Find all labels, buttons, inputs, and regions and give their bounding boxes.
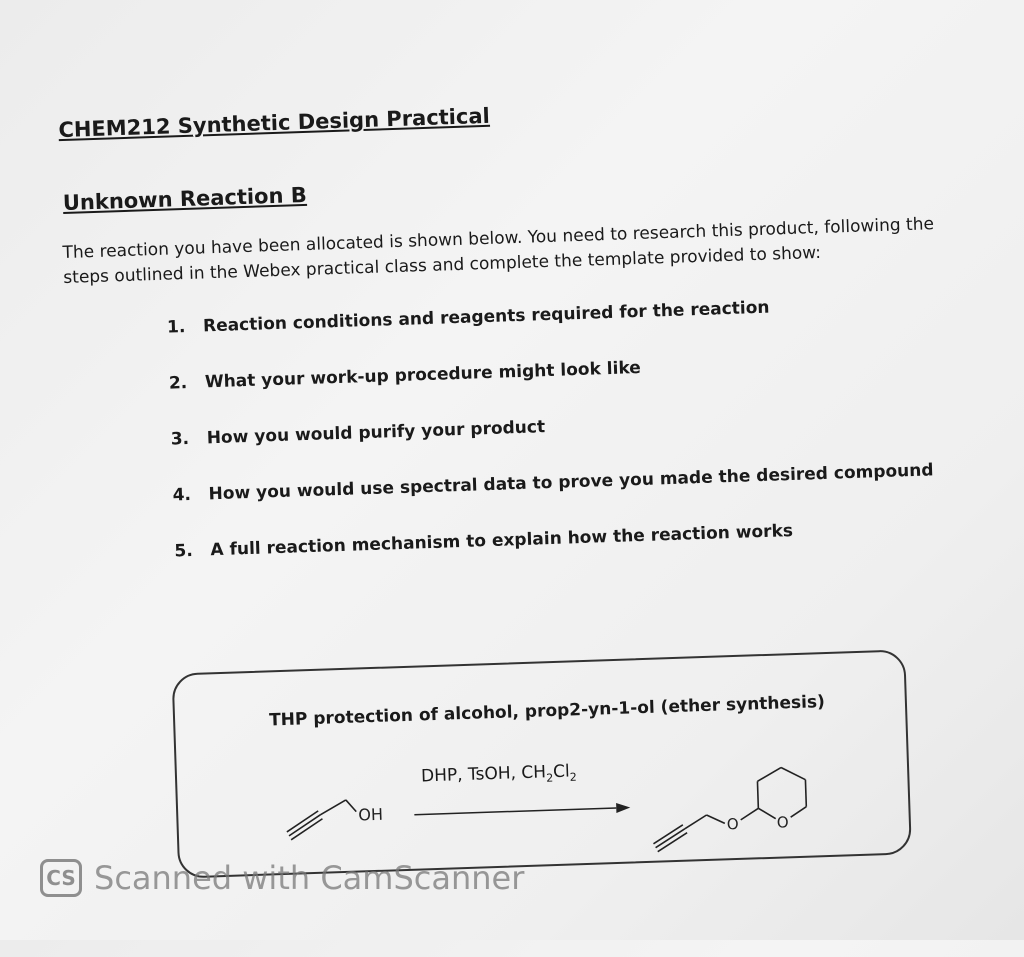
section-title: Unknown Reaction B <box>62 182 308 216</box>
list-item: 5. A full reaction mechanism to explain how the reaction works <box>174 520 794 562</box>
reaction-title: THP protection of alcohol, prop2-yn-1-ol (ether synthesis) <box>268 692 826 731</box>
list-item: 2. What your work-up procedure might look like <box>168 357 642 394</box>
product-o-label-1: O <box>726 814 739 834</box>
reactant-structure <box>286 800 357 840</box>
list-item: 1. Reaction conditions and reagents required for the reaction <box>166 297 770 338</box>
reactant-oh-label: OH <box>358 804 384 825</box>
watermark-text: Scanned with CamScanner <box>94 859 525 897</box>
product-structure <box>651 767 808 852</box>
reaction-box <box>172 649 912 878</box>
list-item: 4. How you would use spectral data to prove you made the desired compound <box>172 460 934 506</box>
course-title: CHEM212 Synthetic Design Practical <box>58 103 491 143</box>
intro-paragraph: The reaction you have been allocated is shown below. You need to research this product, following the steps outlined in the Webex practical class and complete the template provided to show: <box>62 214 935 289</box>
task-list <box>167 292 937 597</box>
product-o-label-2: O <box>776 813 789 832</box>
reaction-scheme <box>174 651 914 880</box>
reaction-arrow <box>414 803 630 820</box>
camscanner-logo-icon: CS <box>40 859 82 897</box>
reaction-conditions: DHP, TsOH, $CH_2Cl_2$ <box>420 761 578 787</box>
watermark <box>40 858 524 898</box>
list-item: 3. How you would purify your product <box>170 417 546 450</box>
